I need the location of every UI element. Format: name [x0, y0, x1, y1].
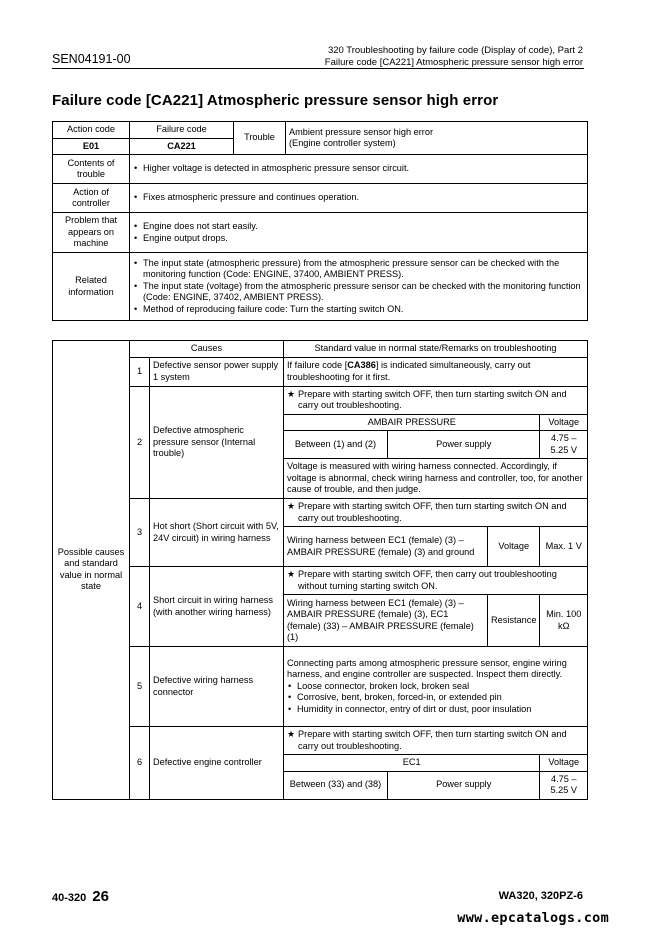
- section-line-2: Failure code [CA221] Atmospheric pressure sensor high error: [324, 57, 583, 68]
- cause-6-between: Between (33) and (38): [284, 771, 388, 799]
- cause-2-number: 2: [130, 386, 150, 499]
- cause-5-item: • Loose connector, broken lock, broken seal: [287, 681, 584, 693]
- cause-6-number: 6: [130, 727, 150, 800]
- page-number: [52, 888, 109, 905]
- cause-1-code: CA386: [347, 360, 376, 370]
- cause-6-supply: Power supply: [388, 771, 540, 799]
- cause-4-number: 4: [130, 567, 150, 647]
- cause-5-remark: [284, 647, 588, 727]
- cause-3-prep: [284, 499, 588, 527]
- related-label: Related information: [53, 253, 130, 321]
- action-label: Action of controller: [53, 184, 130, 213]
- cause-4-between: Wiring harness between EC1 (female) (3) – AMBAIR PRESSURE (female) (3), EC1 (female) (33) – AMBAIR PRESSURE (female) (1): [284, 595, 488, 647]
- summary-table: [52, 121, 588, 321]
- section-line-1: 320 Troubleshooting by failure code (Display of code), Part 2: [327, 45, 583, 56]
- cause-1-text-post: ] is indicated simultaneously, carry out troubleshooting for it first.: [287, 360, 531, 382]
- trouble-line-2: (Engine controller system): [289, 138, 396, 148]
- related-item: • The input state (atmospheric pressure) from the atmospheric pressure sensor can be checked with the monitoring function (Code: ENGINE, 37400, AMBIENT PRESS).: [133, 258, 584, 281]
- causes-table: [52, 340, 588, 800]
- section-header: [325, 45, 583, 69]
- cause-1-remark: [284, 357, 588, 386]
- cause-4-prep-text: ★ Prepare with starting switch OFF, then carry out troubleshooting without turning starting switch ON.: [287, 569, 584, 592]
- cause-4-name: Short circuit in wiring harness (with another wiring harness): [150, 567, 284, 647]
- page-title: Failure code [CA221] Atmospheric pressure sensor high error: [52, 92, 499, 109]
- cause-3-between: Wiring harness between EC1 (female) (3) – AMBAIR PRESSURE (female) (3) and ground: [284, 527, 488, 567]
- cause-3-prep-text: ★ Prepare with starting switch OFF, then turn starting switch ON and carry out troubleshooting.: [287, 501, 584, 524]
- cause-2-between: Between (1) and (2): [284, 431, 388, 459]
- cause-2-supply: Power supply: [388, 431, 540, 459]
- related-item: • Method of reproducing failure code: Turn the starting switch ON.: [133, 304, 584, 316]
- cause-3-number: 3: [130, 499, 150, 567]
- contents-item: • Higher voltage is detected in atmospheric pressure sensor circuit.: [133, 163, 584, 175]
- cause-2-prep-text: ★ Prepare with starting switch OFF, then turn starting switch ON and carry out troubleshooting.: [287, 389, 584, 412]
- cause-5-name: Defective wiring harness connector: [150, 647, 284, 727]
- cause-6-connector: EC1: [284, 755, 540, 772]
- cause-6-prep: [284, 727, 588, 755]
- header-rule: [52, 68, 584, 69]
- related-cell: [130, 253, 588, 321]
- contents-cell: [130, 155, 588, 184]
- contents-label: Contents of trouble: [53, 155, 130, 184]
- cause-2-name: Defective atmospheric pressure sensor (Internal trouble): [150, 386, 284, 499]
- action-item: • Fixes atmospheric pressure and continues operation.: [133, 192, 584, 204]
- standard-header: Standard value in normal state/Remarks on troubleshooting: [284, 341, 588, 358]
- trouble-label: Trouble: [234, 122, 286, 155]
- action-cell: [130, 184, 588, 213]
- cause-6-name: Defective engine controller: [150, 727, 284, 800]
- cause-4-item: Resistance: [488, 595, 540, 647]
- cause-6-prep-text: ★ Prepare with starting switch OFF, then turn starting switch ON and carry out troubleshooting.: [287, 729, 584, 752]
- page-prefix: 40-320: [52, 892, 87, 904]
- trouble-line-1: Ambient pressure sensor high error: [289, 126, 434, 137]
- page-no: 26: [92, 888, 109, 905]
- action-code-value: E01: [53, 138, 130, 155]
- document-id: SEN04191-00: [52, 52, 131, 66]
- cause-3-value: Max. 1 V: [540, 527, 588, 567]
- problem-cell: [130, 213, 588, 253]
- problem-label: Problem that appears on machine: [53, 213, 130, 253]
- cause-5-number: 5: [130, 647, 150, 727]
- cause-3-item: Voltage: [488, 527, 540, 567]
- cause-5-item: • Corrosive, bent, broken, forced-in, or extended pin: [287, 692, 584, 704]
- cause-4-value: Min. 100 kΩ: [540, 595, 588, 647]
- cause-1-number: 1: [130, 357, 150, 386]
- cause-2-voltage-header: Voltage: [540, 414, 588, 431]
- causes-header: Causes: [130, 341, 284, 358]
- cause-2-connector: AMBAIR PRESSURE: [284, 414, 540, 431]
- cause-1-name: Defective sensor power supply 1 system: [150, 357, 284, 386]
- cause-2-prep: [284, 386, 588, 414]
- cause-5-item: • Humidity in connector, entry of dirt or dust, poor insulation: [287, 704, 584, 716]
- model-name: WA320, 320PZ-6: [498, 890, 583, 902]
- cause-2-range: 4.75 – 5.25 V: [540, 431, 588, 459]
- trouble-description: [286, 122, 588, 155]
- cause-6-voltage-header: Voltage: [540, 755, 588, 772]
- action-code-label: Action code: [53, 122, 130, 139]
- problem-item: • Engine output drops.: [133, 233, 584, 245]
- problem-item: • Engine does not start easily.: [133, 221, 584, 233]
- cause-3-name: Hot short (Short circuit with 5V, 24V circuit) in wiring harness: [150, 499, 284, 567]
- watermark-url: www.epcatalogs.com: [457, 910, 609, 926]
- failure-code-label: Failure code: [130, 122, 234, 139]
- cause-6-range: 4.75 – 5.25 V: [540, 771, 588, 799]
- failure-code-value: CA221: [130, 138, 234, 155]
- cause-5-text: Connecting parts among atmospheric pressure sensor, engine wiring harness, and engine controller are suspected. Inspect them directly.: [287, 657, 567, 680]
- cause-1-text-pre: If failure code [: [287, 360, 348, 370]
- related-item: • The input state (voltage) from the atmospheric pressure sensor can be checked with the monitoring function (Code: ENGINE, 37402, AMBIENT PRESS).: [133, 281, 584, 304]
- cause-2-note: Voltage is measured with wiring harness connected. Accordingly, if voltage is abnormal, check wiring harness and controller, too, for another cause of trouble, and then judge.: [284, 459, 588, 499]
- cause-4-prep: [284, 567, 588, 595]
- possible-causes-label: Possible causes and standard value in normal state: [53, 341, 130, 800]
